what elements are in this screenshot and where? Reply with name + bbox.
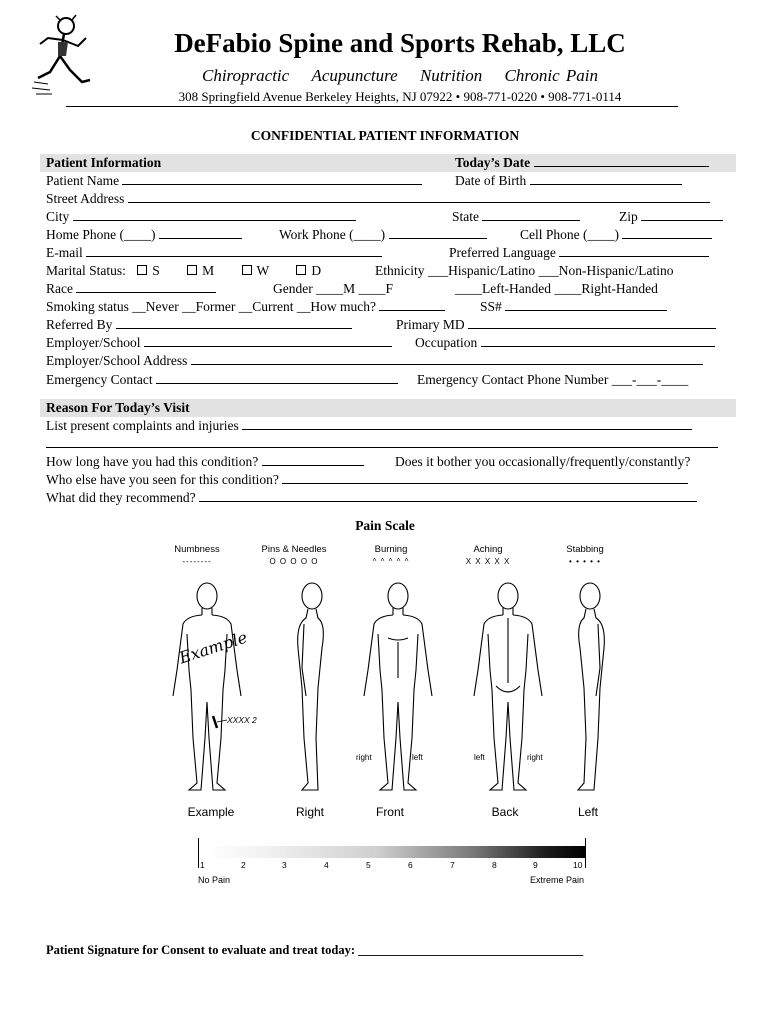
scale-tick-start [198, 838, 199, 868]
pain-symbol-pins-needles: O O O O O [269, 557, 319, 566]
scale-number: 1 [200, 860, 205, 870]
bother-field[interactable]: Does it bother you occasionally/frequently/constantly? [395, 454, 691, 469]
race-field[interactable]: Race [46, 281, 216, 297]
occupation-field[interactable]: Occupation [415, 335, 715, 351]
clinic-logo-runner [30, 12, 100, 97]
scale-number: 10 [573, 860, 583, 870]
zip-field[interactable]: Zip [619, 209, 723, 225]
service-item: Chronic Pain [504, 66, 598, 85]
service-item: Nutrition [419, 66, 483, 85]
body-figure-example[interactable] [167, 578, 247, 798]
cell-phone-field[interactable]: Cell Phone (____) [520, 227, 712, 243]
visit-heading: Reason For Today’s Visit [46, 400, 190, 415]
form-title: CONFIDENTIAL PATIENT INFORMATION [250, 128, 520, 143]
referred-by-field[interactable]: Referred By [46, 317, 352, 333]
city-field[interactable]: City [46, 209, 356, 225]
patient-info-heading: Patient Information [46, 155, 162, 170]
scale-number: 8 [492, 860, 497, 870]
primary-md-field[interactable]: Primary MD [396, 317, 716, 333]
preferred-language-field[interactable]: Preferred Language [449, 245, 709, 261]
front-left-label: left [412, 753, 423, 762]
pain-symbol-numbness: -------- [182, 557, 212, 566]
marital-checkbox-m[interactable] [187, 265, 197, 275]
pain-type-aching: Aching [473, 544, 503, 555]
work-phone-field[interactable]: Work Phone (____) [279, 227, 487, 243]
signature-field[interactable]: Patient Signature for Consent to evaluate and treat today: ____________________________________ [46, 943, 584, 957]
view-label-back: Back [491, 805, 519, 819]
scale-tick-end [585, 838, 586, 868]
ethnicity-field[interactable]: Ethnicity ___Hispanic/Latino ___Non-Hispanic/Latino [375, 263, 674, 278]
state-field[interactable]: State [452, 209, 580, 225]
front-right-label: right [356, 753, 372, 762]
employer-field[interactable]: Employer/School [46, 335, 392, 351]
example-overlay-text: Example [176, 627, 250, 668]
employer-address-field[interactable]: Employer/School Address [46, 353, 703, 369]
clinic-address: 308 Springfield Avenue Berkeley Heights, NJ 07922 • 908-771-0220 • 908-771-0114 [178, 89, 622, 104]
pain-type-burning: Burning [374, 544, 408, 555]
body-figure-front[interactable] [358, 578, 438, 798]
gender-field[interactable]: Gender ____M ____F [273, 281, 393, 296]
dob-field[interactable]: Date of Birth [455, 173, 682, 189]
pain-scale-title: Pain Scale [355, 518, 415, 533]
street-address-field[interactable]: Street Address [46, 191, 710, 207]
body-figure-back[interactable] [468, 578, 548, 798]
service-item: Chiropractic [202, 66, 290, 85]
emergency-phone-field[interactable]: Emergency Contact Phone Number ___-___-____ [417, 372, 689, 387]
pain-symbol-stabbing: • • • • • [569, 557, 601, 566]
scale-number: 2 [241, 860, 246, 870]
service-item: Acupuncture [311, 66, 398, 85]
scale-number: 9 [533, 860, 538, 870]
scale-number: 7 [450, 860, 455, 870]
scale-number: 5 [366, 860, 371, 870]
how-long-field[interactable]: How long have you had this condition? [46, 454, 364, 470]
back-right-label: right [527, 753, 543, 762]
body-figure-left[interactable] [560, 578, 620, 798]
marital-checkbox-s[interactable] [137, 265, 147, 275]
pain-symbol-burning: ^ ^ ^ ^ ^ [372, 557, 410, 566]
patient-name-field[interactable]: Patient Name [46, 173, 422, 189]
services-line [100, 66, 700, 86]
recommend-field[interactable]: What did they recommend? [46, 490, 697, 506]
smoking-field[interactable]: Smoking status __Never __Former __Current __How much? [46, 299, 445, 315]
handedness-field[interactable]: ____Left-Handed ____Right-Handed [455, 281, 658, 296]
home-phone-field[interactable]: Home Phone (____) [46, 227, 242, 243]
header-divider [66, 106, 678, 107]
pain-type-stabbing: Stabbing [566, 544, 604, 555]
pain-type-pins-needles: Pins & Needles [261, 544, 327, 555]
scale-number: 6 [408, 860, 413, 870]
todays-date-field[interactable]: Today’s Date [455, 155, 709, 171]
scale-number: 3 [282, 860, 287, 870]
who-else-field[interactable]: Who else have you seen for this condition? [46, 472, 688, 488]
back-left-label: left [474, 753, 485, 762]
pain-type-numbness: Numbness [174, 544, 220, 555]
marital-checkbox-w[interactable] [242, 265, 252, 275]
complaints-line-2[interactable] [46, 436, 718, 452]
pain-symbol-aching: X X X X X [465, 557, 511, 566]
clinic-name: DeFabio Spine and Sports Rehab, LLC [174, 28, 626, 58]
pain-intensity-gradient [206, 846, 586, 858]
complaints-field[interactable]: List present complaints and injuries [46, 418, 692, 434]
scale-high-label: Extreme Pain [530, 875, 585, 885]
view-label-example: Example [187, 805, 235, 819]
emergency-contact-field[interactable]: Emergency Contact [46, 372, 398, 388]
scale-number: 4 [324, 860, 329, 870]
marital-checkbox-d[interactable] [296, 265, 306, 275]
scale-low-label: No Pain [198, 875, 231, 885]
example-mark-label: XXXX 2 [227, 715, 257, 725]
marital-status-field: Marital Status: S M W D [46, 263, 322, 278]
body-figure-right[interactable] [282, 578, 342, 798]
email-field[interactable]: E-mail [46, 245, 382, 261]
view-label-front: Front [375, 805, 404, 819]
view-label-left: Left [577, 805, 598, 819]
ssn-field[interactable]: SS# [480, 299, 667, 315]
view-label-right: Right [295, 805, 324, 819]
